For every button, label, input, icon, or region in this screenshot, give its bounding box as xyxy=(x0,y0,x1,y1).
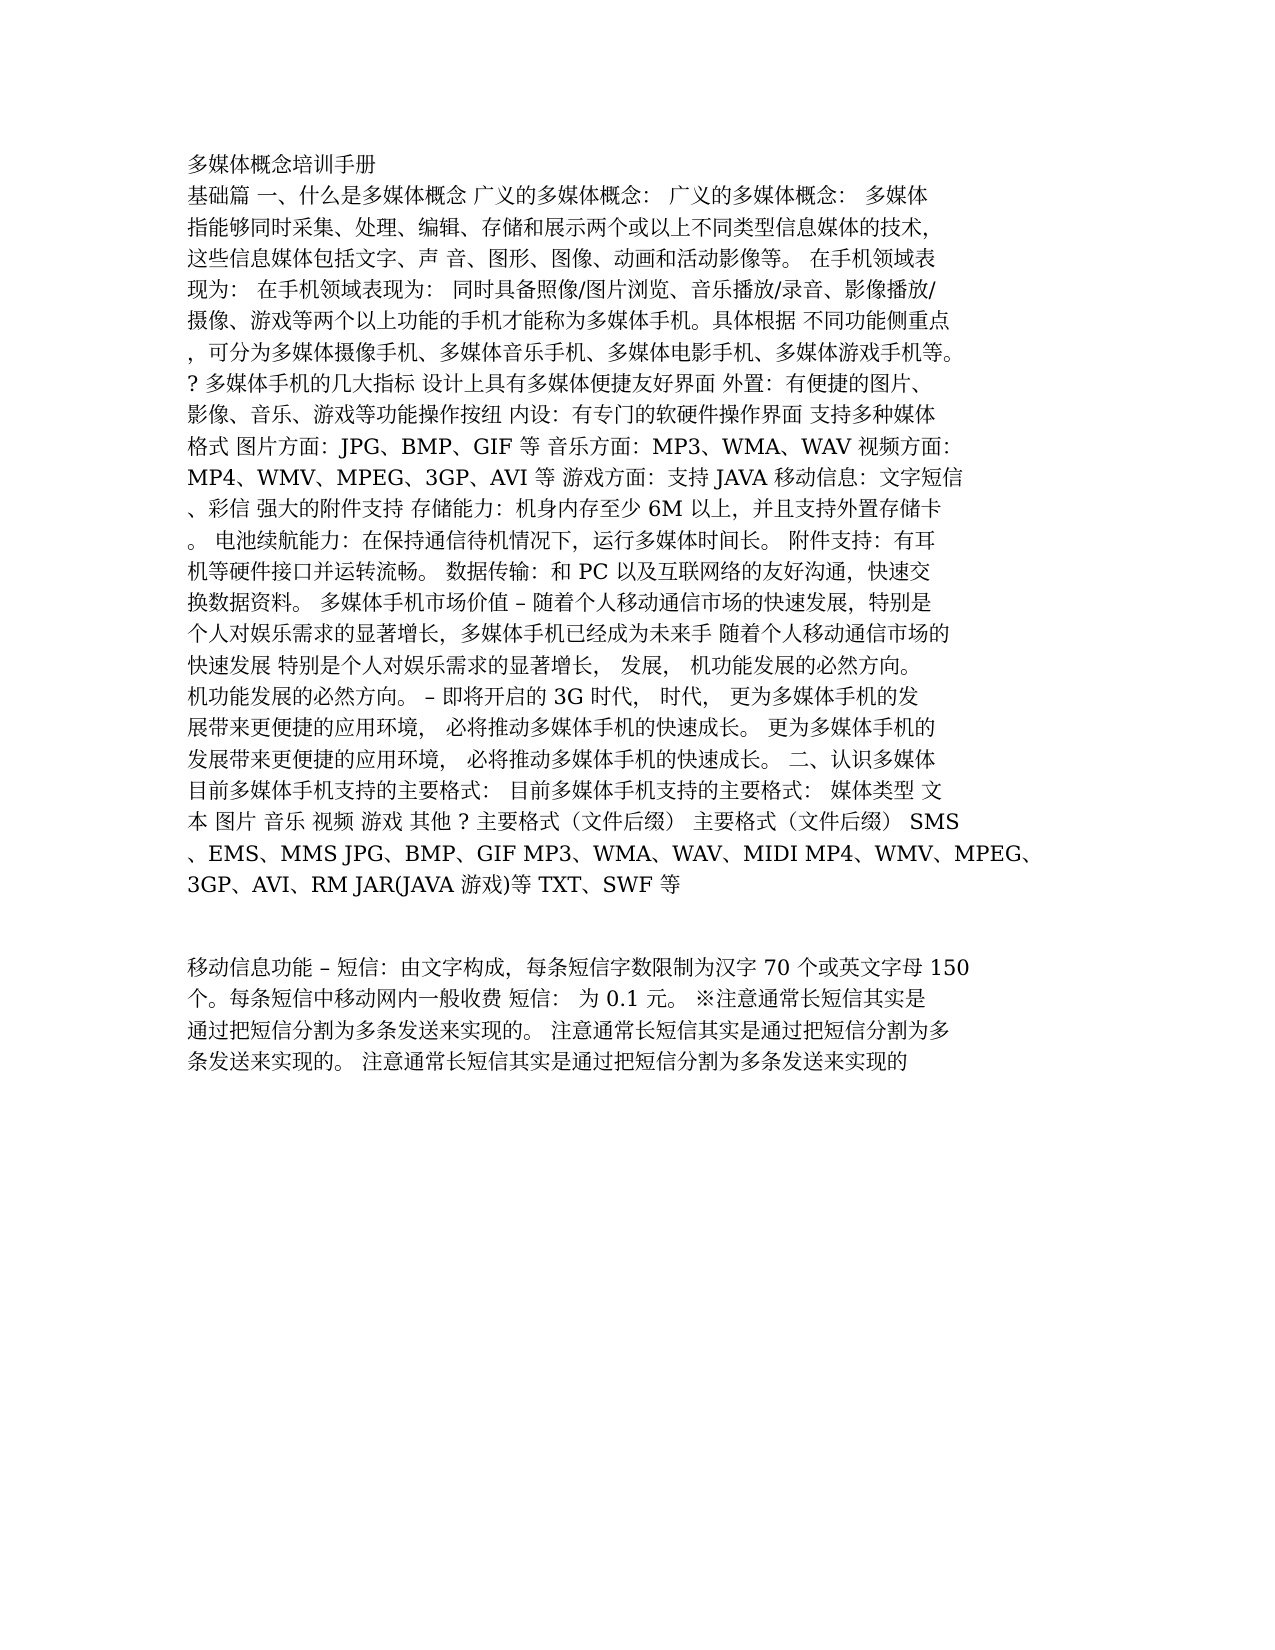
text-line: 快速发展 特别是个人对娱乐需求的显著增长， 发展， 机功能发展的必然方向。 xyxy=(187,653,922,678)
text-line: 、彩信 强大的附件支持 存储能力：机身内存至少 6M 以上，并且支持外置存储卡 xyxy=(187,497,942,522)
text-line: 现为： 在手机领域表现为： 同时具备照像/图片浏览、音乐播放/录音、影像播放/ xyxy=(187,278,936,303)
text-line: 机功能发展的必然方向。 – 即将开启的 3G 时代， 时代， 更为多媒体手机的发 xyxy=(187,685,919,710)
document-section-sms xyxy=(187,953,1147,1078)
text-line: 换数据资料。 多媒体手机市场价值 – 随着个人移动通信市场的快速发展，特别是 xyxy=(187,591,932,616)
text-line: 3GP、AVI、RM JAR(JAVA 游戏)等 TXT、SWF 等 xyxy=(187,872,681,897)
text-line: 个。每条短信中移动网内一般收费 短信： 为 0.1 元。 ※注意通常长短信其实是 xyxy=(187,987,926,1012)
text-line: 发展带来更便捷的应用环境， 必将推动多媒体手机的快速成长。 二、认识多媒体 xyxy=(187,747,936,772)
text-line: 机等硬件接口并运转流畅。 数据传输：和 PC 以及互联网络的友好沟通，快速交 xyxy=(187,559,931,584)
text-line: 这些信息媒体包括文字、声 音、图形、图像、动画和活动影像等。 在手机领域表 xyxy=(187,246,936,271)
text-line: 目前多媒体手机支持的主要格式： 目前多媒体手机支持的主要格式： 媒体类型 文 xyxy=(187,778,943,803)
text-line: 个人对娱乐需求的显著增长，多媒体手机已经成为未来手 随着个人移动通信市场的 xyxy=(187,622,950,647)
document-title: 多媒体概念培训手册 xyxy=(187,153,376,177)
text-line: 格式 图片方面：JPG、BMP、GIF 等 音乐方面：MP3、WMA、WAV 视频方面： xyxy=(187,434,963,459)
text-line: 、EMS、MMS JPG、BMP、GIF MP3、WMA、WAV、MIDI MP4、WMV、MPEG、 xyxy=(187,841,1043,866)
text-line: 条发送来实现的。 注意通常长短信其实是通过把短信分割为多条发送来实现的 xyxy=(187,1049,908,1074)
text-line: 通过把短信分割为多条发送来实现的。 注意通常长短信其实是通过把短信分割为多 xyxy=(187,1018,950,1043)
document-body xyxy=(187,150,1147,901)
text-line: 指能够同时采集、处理、编辑、存储和展示两个或以上不同类型信息媒体的技术， xyxy=(187,215,943,240)
text-line: 移动信息功能 – 短信：由文字构成，每条短信字数限制为汉字 70 个或英文字母 150 xyxy=(187,956,970,980)
text-line: 基础篇 一、什么是多媒体概念 广义的多媒体概念： 广义的多媒体概念： 多媒体 xyxy=(187,184,928,209)
text-line: MP4、WMV、MPEG、3GP、AVI 等 游戏方面：支持 JAVA 移动信息：文字短信 xyxy=(187,465,963,490)
text-line: ? 多媒体手机的几大指标 设计上具有多媒体便捷友好界面 外置：有便捷的图片、 xyxy=(187,372,933,397)
text-line: ，可分为多媒体摄像手机、多媒体音乐手机、多媒体电影手机、多媒体游戏手机等。 xyxy=(187,340,964,365)
text-line: 。 电池续航能力：在保持通信待机情况下，运行多媒体时间长。 附件支持：有耳 xyxy=(187,528,936,553)
text-line: 本 图片 音乐 视频 游戏 其他 ? 主要格式（文件后缀） 主要格式（文件后缀） SMS xyxy=(187,810,960,835)
text-line: 摄像、游戏等两个以上功能的手机才能称为多媒体手机。具体根据 不同功能侧重点 xyxy=(187,309,950,334)
text-line: 展带来更便捷的应用环境， 必将推动多媒体手机的快速成长。 更为多媒体手机的 xyxy=(187,716,936,741)
text-line: 影像、音乐、游戏等功能操作按纽 内设：有专门的软硬件操作界面 支持多种媒体 xyxy=(187,403,936,428)
